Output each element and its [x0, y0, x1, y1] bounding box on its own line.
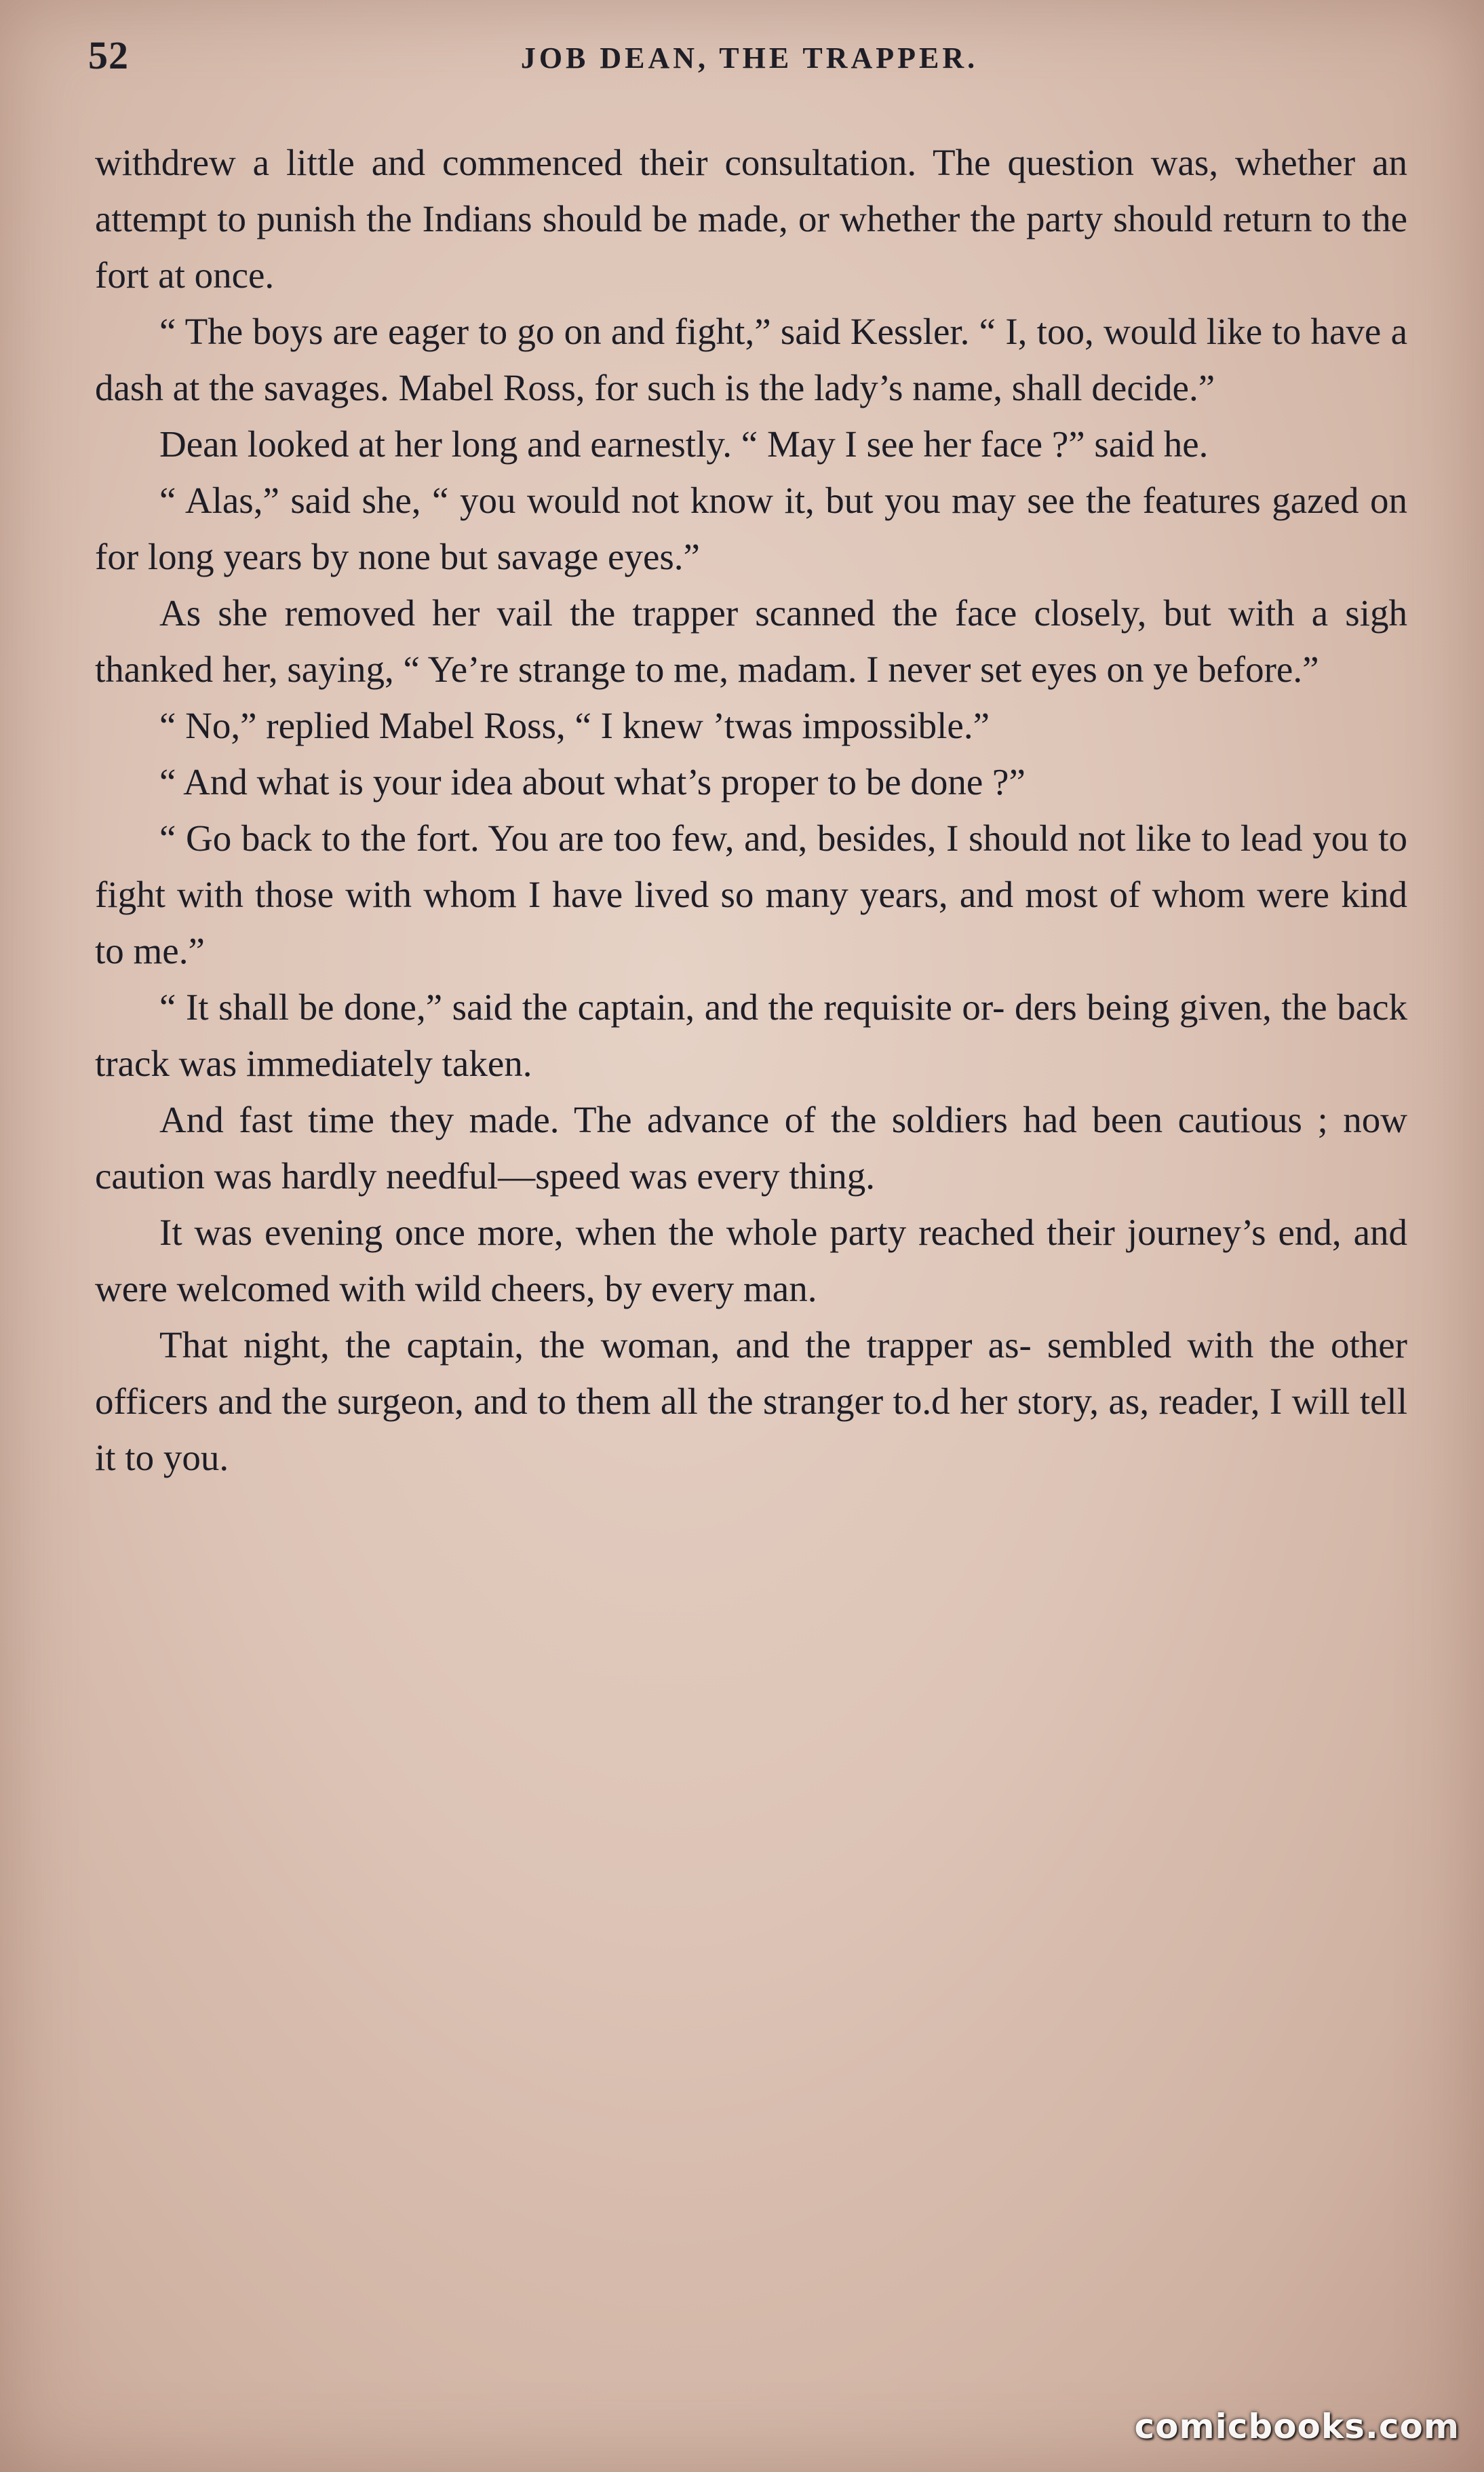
paragraph: “ And what is your idea about what’s proper to be done ?”: [159, 761, 1026, 803]
paragraph: “ It shall be done,” said the captain, and the requisite or- ders being given, the back track was immediately taken.: [95, 986, 1407, 1084]
paragraph: That night, the captain, the woman, and the trapper as- sembled with the other officers and the surgeon, and to them all the stranger to.d her story, as, reader, I will tell it to you.: [95, 1324, 1407, 1478]
paragraph: Dean looked at her long and earnestly. “ May I see her face ?” said he.: [159, 423, 1209, 465]
paragraph: “ The boys are eager to go on and fight,” said Kessler. “ I, too, would like to have a dash at the savages. Mabel Ross, for such is the lady’s name, shall decide.”: [95, 311, 1407, 408]
paragraph: withdrew a little and commenced their consultation. The question was, whether an attempt to punish the Indians should be made, or whether the party should return to the fort at once.: [95, 142, 1407, 296]
paragraph: “ Alas,” said she, “ you would not know it, but you may see the features gazed on for long years by none but savage eyes.”: [95, 480, 1407, 577]
paragraph: “ Go back to the fort. You are too few, and, besides, I should not like to lead you to fight with those with whom I have lived so many years, and most of whom were kind to me.”: [95, 817, 1407, 971]
paragraph: As she removed her vail the trapper scanned the face closely, but with a sigh thanked her, saying, “ Ye’re strange to me, madam. I never set eyes on ye before.”: [95, 592, 1407, 690]
running-title: JOB DEAN, THE TRAPPER.: [520, 41, 979, 75]
paragraph: It was evening once more, when the whole party reached their journey’s end, and were welcomed with wild cheers, by every man.: [95, 1212, 1407, 1309]
paragraph: And fast time they made. The advance of the soldiers had been cautious ; now caution was hardly needful—speed was every thing.: [95, 1099, 1407, 1197]
page-number: 52: [88, 33, 129, 77]
watermark: comicbooks.com: [1134, 2407, 1460, 2446]
running-header: [88, 33, 1411, 87]
paragraph: “ No,” replied Mabel Ross, “ I knew ’twas impossible.”: [159, 705, 990, 746]
body-text: [95, 134, 1407, 1486]
